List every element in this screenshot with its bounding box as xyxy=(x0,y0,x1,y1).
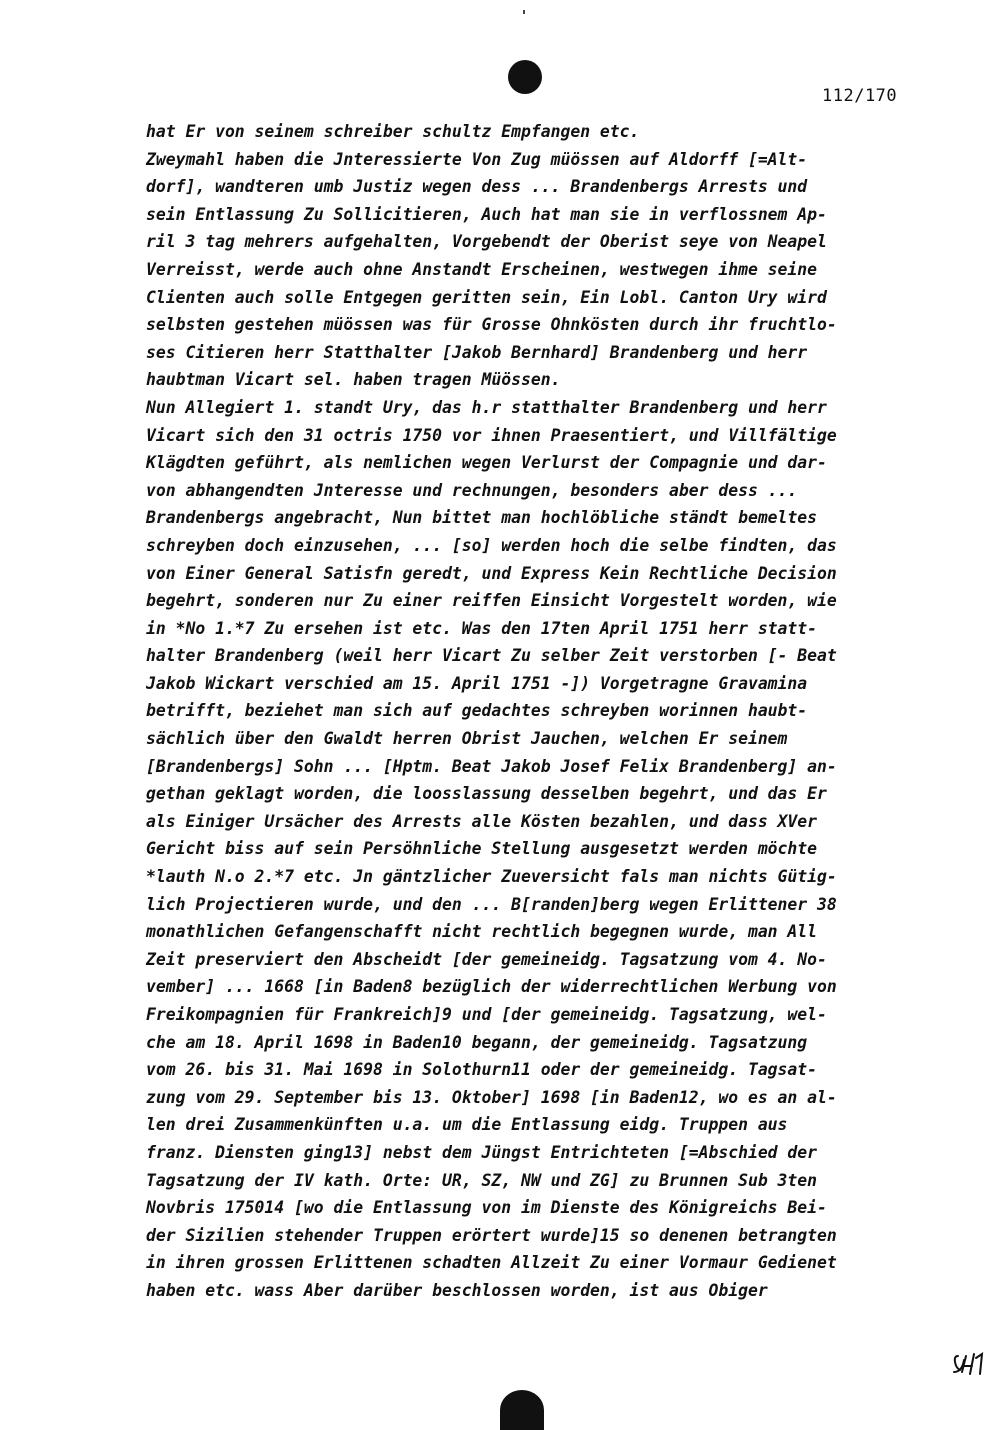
handwritten-page-mark xyxy=(952,1350,988,1378)
text-line: schreyben doch einzusehen, ... [so] werden hoch die selbe findten, das xyxy=(146,535,837,555)
punch-hole-top xyxy=(508,60,542,94)
text-line: Gericht biss auf sein Persöhnliche Stellung ausgesetzt werden möchte xyxy=(146,839,818,859)
text-line: Verreisst, werde auch ohne Anstandt Erscheinen, westwegen ihme seine xyxy=(146,259,818,279)
text-line: franz. Diensten ging13] nebst dem Jüngst Entrichteten [=Abschied der xyxy=(146,1142,818,1162)
text-line: sein Entlassung Zu Sollicitieren, Auch hat man sie in verflossnem Ap- xyxy=(146,204,827,224)
text-line: Brandenbergs angebracht, Nun bittet man hochlöbliche ständt bemeltes xyxy=(146,508,818,528)
punch-hole-bottom xyxy=(500,1390,544,1430)
text-line: vember] ... 1668 [in Baden8 bezüglich der widerrechtlichen Werbung von xyxy=(146,977,837,997)
text-line: Novbris 175014 [wo die Entlassung von im Dienste des Königreichs Bei- xyxy=(146,1198,827,1218)
text-line: Vicart sich den 31 octris 1750 vor ihnen Praesentiert, und Villfältige xyxy=(146,425,837,445)
text-line: monathlichen Gefangenschafft nicht rechtlich begegnen wurde, man All xyxy=(146,922,818,942)
text-line: sächlich über den Gwaldt herren Obrist Jauchen, welchen Er seinem xyxy=(146,729,788,749)
text-line: in ihren grossen Erlittenen schadten Allzeit Zu einer Vormaur Gedienet xyxy=(146,1253,837,1273)
text-line: vom 26. bis 31. Mai 1698 in Solothurn11 oder der gemeineidg. Tagsat- xyxy=(146,1060,818,1080)
text-line: len drei Zusammenkünften u.a. um die Entlassung eidg. Truppen aus xyxy=(146,1115,788,1135)
text-line: Jakob Wickart verschied am 15. April 1751 -]) Vorgetragne Gravamina xyxy=(146,673,808,693)
text-line: Tagsatzung der IV kath. Orte: UR, SZ, NW und ZG] zu Brunnen Sub 3ten xyxy=(146,1170,818,1190)
text-line: hat Er von seinem schreiber schultz Empfangen etc. xyxy=(146,122,640,141)
text-line: als Einiger Ursächer des Arrests alle Kösten bezahlen, und dass XVer xyxy=(146,811,818,831)
text-line: ril 3 tag mehrers aufgehalten, Vorgebendt der Oberist seye von Neapel xyxy=(146,232,827,252)
text-line: Nun Allegiert 1. standt Ury, das h.r statthalter Brandenberg und herr xyxy=(146,397,827,417)
text-line: Clienten auch solle Entgegen geritten sein, Ein Lobl. Canton Ury wird xyxy=(146,287,827,307)
text-line: lich Projectieren wurde, und den ... B[randen]berg wegen Erlittener 38 xyxy=(146,894,837,914)
text-line: von abhangendten Jnteresse und rechnungen, besonders aber dess ... xyxy=(146,480,798,500)
text-line: haubtman Vicart sel. haben tragen Müössen. xyxy=(146,370,561,390)
text-line: selbsten gestehen müössen was für Grosse Ohnkösten durch ihr fruchtlo- xyxy=(146,315,837,335)
scan-speck xyxy=(523,10,525,14)
text-line: ses Citieren herr Statthalter [Jakob Bernhard] Brandenberg und herr xyxy=(146,342,808,362)
text-line: in *No 1.*7 Zu ersehen ist etc. Was den 17ten April 1751 herr statt- xyxy=(146,618,818,638)
text-line: halter Brandenberg (weil herr Vicart Zu selber Zeit verstorben [- Beat xyxy=(146,646,837,666)
text-line: dorf], wandteren umb Justiz wegen dess ... Brandenbergs Arrests und xyxy=(146,177,808,197)
text-line: che am 18. April 1698 in Baden10 begann, der gemeineidg. Tagsatzung xyxy=(146,1032,808,1052)
text-line: Klägdten geführt, als nemlichen wegen Verlurst der Compagnie und dar- xyxy=(146,453,827,473)
text-line: gethan geklagt worden, die loosslassung desselben begehrt, und das Er xyxy=(146,784,827,804)
text-line: zung vom 29. September bis 13. Oktober] 1698 [in Baden12, wo es an al- xyxy=(146,1087,837,1107)
text-line: Zeit preserviert den Abscheidt [der gemeineidg. Tagsatzung vom 4. No- xyxy=(146,949,827,969)
text-line: betrifft, beziehet man sich auf gedachtes schreyben worinnen haubt- xyxy=(146,701,808,721)
text-line: Freikompagnien für Frankreich]9 und [der gemeineidg. Tagsatzung, wel- xyxy=(146,1005,827,1024)
text-line: begehrt, sonderen nur Zu einer reiffen Einsicht Vorgestelt worden, wie xyxy=(146,591,837,611)
page-number: 112/170 xyxy=(822,86,898,106)
text-line: [Brandenbergs] Sohn ... [Hptm. Beat Jakob Josef Felix Brandenberg] an- xyxy=(146,756,837,776)
text-line: von Einer General Satisfn geredt, und Express Kein Rechtliche Decision xyxy=(146,563,837,583)
body-text xyxy=(146,118,916,1305)
text-line: Zweymahl haben die Jnteressierte Von Zug müössen auf Aldorff [=Alt- xyxy=(146,149,808,169)
text-line: der Sizilien stehender Truppen erörtert wurde]15 so denenen betrangten xyxy=(146,1225,837,1245)
text-line: *lauth N.o 2.*7 etc. Jn gäntzlicher Zueversicht fals man nichts Gütig- xyxy=(146,867,837,887)
text-line: haben etc. wass Aber darüber beschlossen worden, ist aus Obiger xyxy=(146,1280,768,1300)
